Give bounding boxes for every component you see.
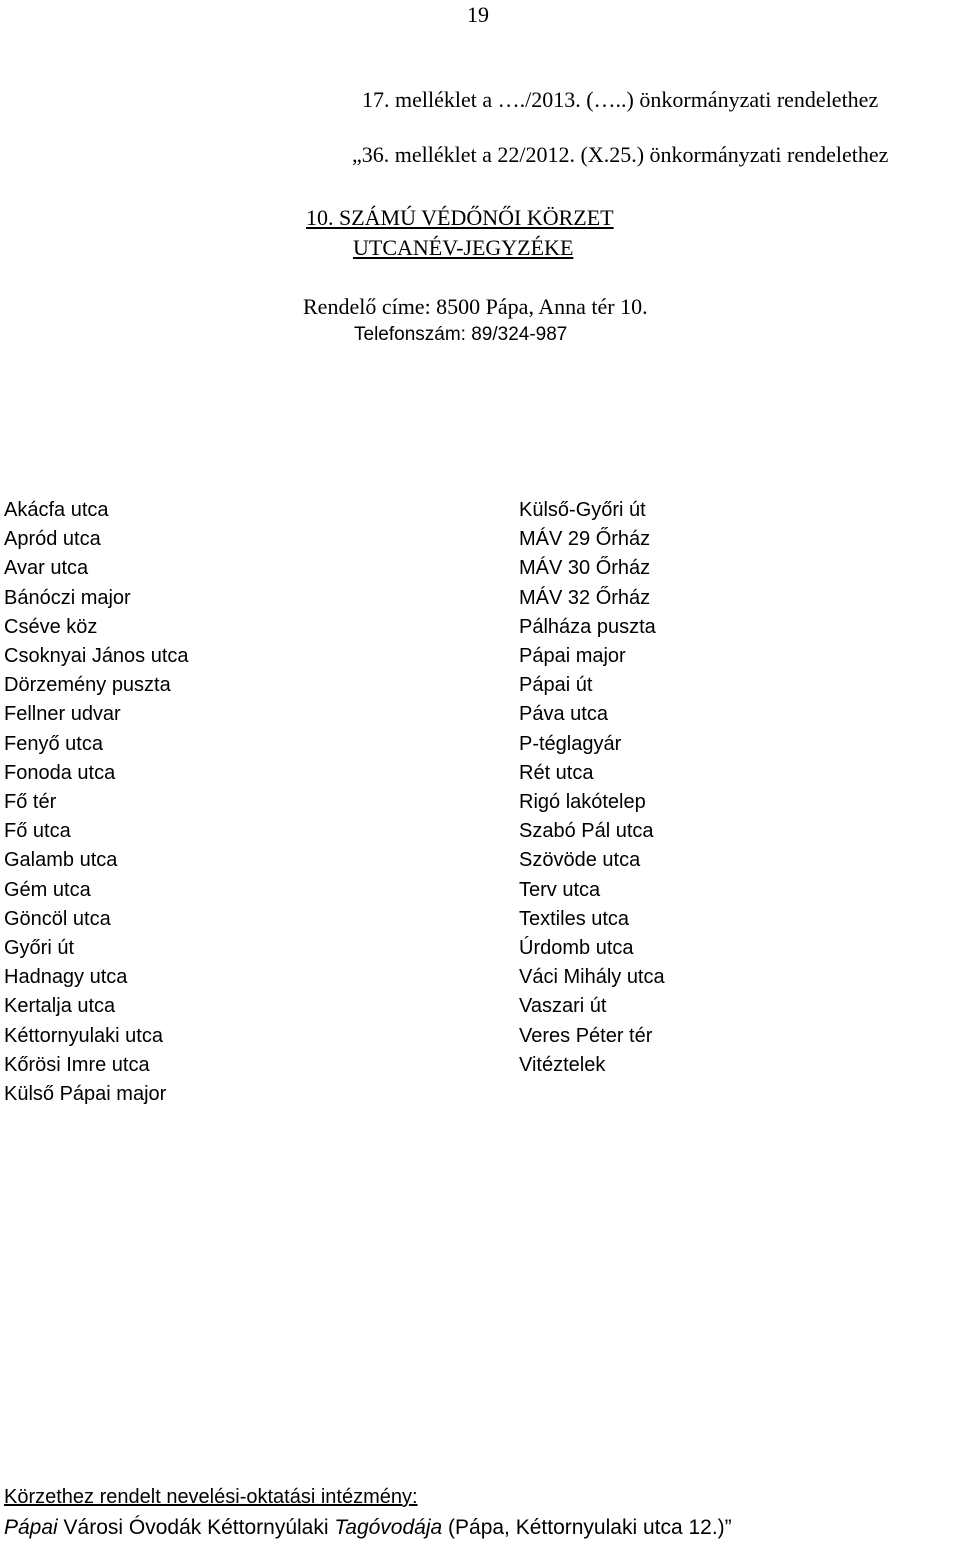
street-name: Vitéztelek	[519, 1053, 606, 1076]
street-name: Pálháza puszta	[519, 615, 656, 638]
street-name: Úrdomb utca	[519, 937, 634, 960]
street-name: Váci Mihály utca	[519, 966, 665, 989]
annex-reference-current: 17. melléklet a …./2013. (…..) önkormányzati rendelethez	[362, 87, 879, 112]
street-name: Göncöl utca	[4, 907, 111, 930]
street-name: Fő tér	[4, 791, 57, 814]
street-name: Textiles utca	[519, 907, 630, 930]
clinic-phone: Telefonszám: 89/324-987	[354, 324, 568, 345]
street-name: Kertalja utca	[4, 995, 116, 1018]
annex-reference-amended: „36. melléklet a 22/2012. (X.25.) önkormányzati rendelethez	[352, 142, 889, 167]
street-name: Hadnagy utca	[4, 966, 128, 989]
street-list-right	[519, 496, 665, 1080]
street-name: Avar utca	[4, 557, 89, 580]
institution-main-name: Városi Óvodák Kéttornyúlaki	[57, 1516, 335, 1539]
street-name: Kéttornyulaki utca	[4, 1024, 163, 1047]
street-name: Páva utca	[519, 703, 608, 726]
street-name: Kőrösi Imre utca	[4, 1053, 150, 1076]
street-name: Akácfa utca	[4, 499, 109, 521]
district-subtitle: UTCANÉV-JEGYZÉKE	[353, 235, 574, 260]
district-title: 10. SZÁMÚ VÉDŐNŐI KÖRZET	[306, 205, 614, 230]
street-name: Cséve köz	[4, 615, 98, 638]
street-name: Galamb utca	[4, 849, 118, 872]
institution-address: (Pápa, Kéttornyulaki utca 12.)”	[442, 1516, 732, 1539]
street-name: Fő utca	[4, 820, 71, 843]
street-name: Rigó lakótelep	[519, 791, 646, 814]
clinic-address: Rendelő címe: 8500 Pápa, Anna tér 10.	[303, 294, 648, 319]
street-name: MÁV 32 Őrház	[519, 586, 651, 609]
street-name: MÁV 29 Őrház	[519, 528, 651, 551]
street-name: Külső-Győri út	[519, 499, 646, 521]
street-name: Fonoda utca	[4, 761, 116, 784]
institution-city: Pápai	[4, 1516, 58, 1539]
street-name: Gém utca	[4, 878, 91, 901]
street-name: Bánóczi major	[4, 586, 131, 609]
street-name: Pápai út	[519, 674, 593, 697]
street-name: P-téglagyár	[519, 732, 622, 755]
street-name: Szövöde utca	[519, 849, 641, 872]
street-name: Terv utca	[519, 878, 601, 901]
street-name: Dörzemény puszta	[4, 674, 171, 697]
street-name: Apród utca	[4, 528, 101, 551]
street-name: Rét utca	[519, 761, 594, 784]
street-name: Pápai major	[519, 645, 626, 668]
institution-branch: Tagóvodája	[334, 1516, 443, 1539]
street-name: Veres Péter tér	[519, 1024, 653, 1047]
street-name: Külső Pápai major	[4, 1083, 167, 1106]
street-name: Szabó Pál utca	[519, 820, 654, 843]
page-number: 19	[467, 2, 489, 27]
street-list-left	[4, 496, 189, 1109]
street-name: Vaszari út	[519, 995, 607, 1018]
street-name: Győri út	[4, 937, 75, 960]
institution-name	[4, 1516, 732, 1540]
street-name: Fenyő utca	[4, 732, 103, 755]
street-name: MÁV 30 Őrház	[519, 557, 651, 580]
institution-heading: Körzethez rendelt nevelési-oktatási intézmény:	[4, 1486, 418, 1508]
street-name: Csoknyai János utca	[4, 645, 189, 668]
street-name: Fellner udvar	[4, 703, 121, 726]
